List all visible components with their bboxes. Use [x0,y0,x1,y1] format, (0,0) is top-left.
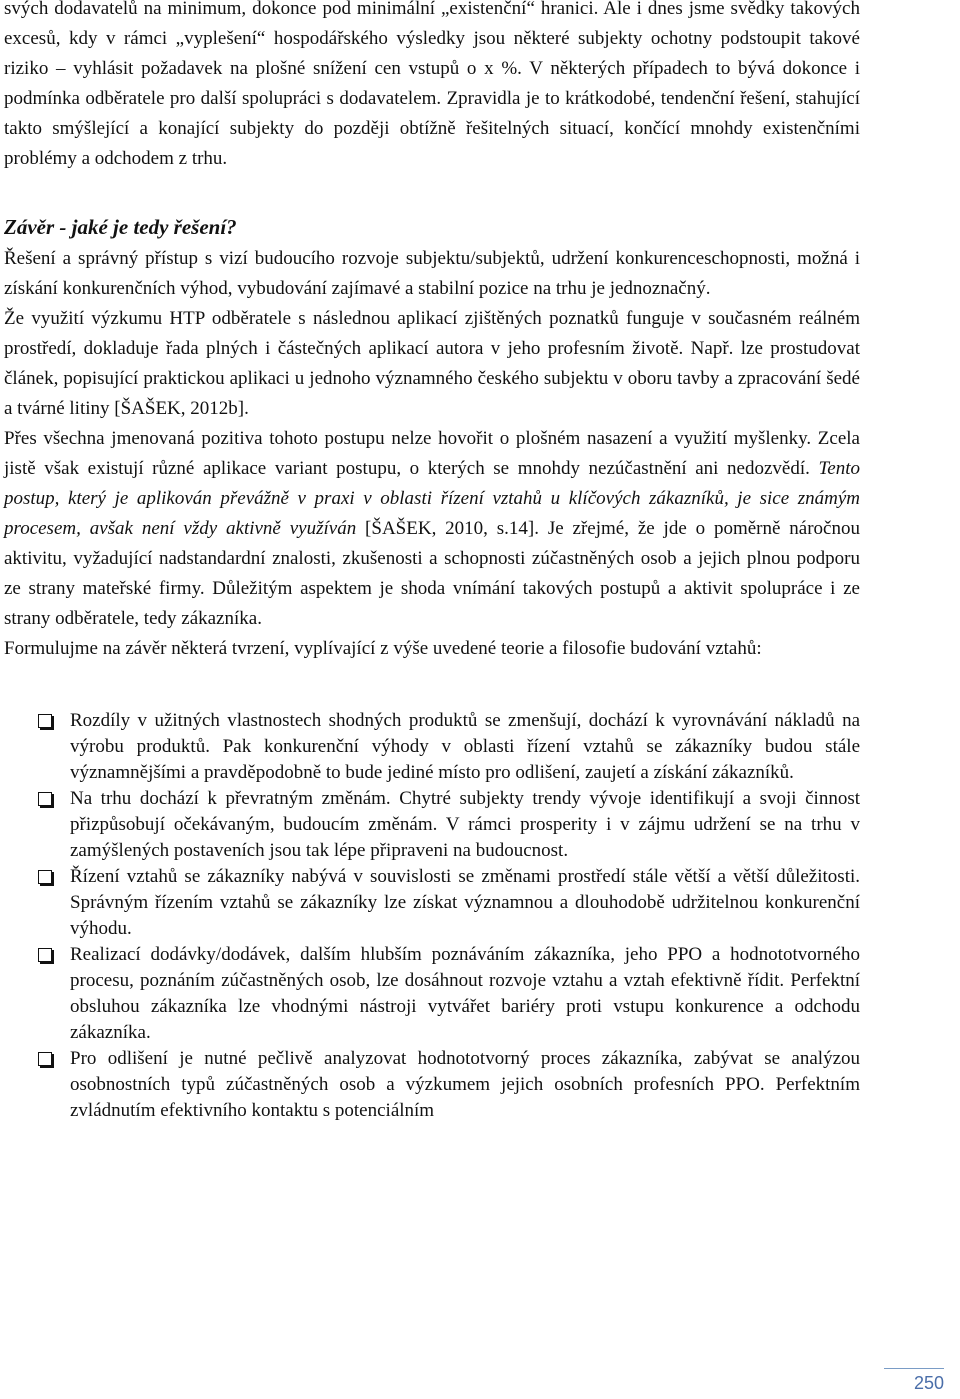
paragraph-positives [4,424,860,634]
list-item [4,708,860,786]
list-item-text: Rozdíly v užitných vlastnostech shodných produktů se zmenšují, dochází k vyrovnávání nákladů na výrobu produktů. Pak konkurenční výhody v oblasti řízení vztahů se zákazníky budou stále významnějšími a pravděpodobně to bude jediné místo pro odlišení, zaujetí a získání zákazníků. [70,710,860,783]
checkbox-bullet-icon [38,948,52,962]
checkbox-bullet-icon [38,714,52,728]
list-item-text: Řízení vztahů se zákazníky nabývá v souvislosti se změnami prostředí stále větší a větší důležitosti. Správným řízením vztahů se zákazníky lze získat významnou a dlouhodobě udržitelnou konkurenční výhodu. [70,866,860,939]
checkbox-bullet-icon [38,1052,52,1066]
paragraph-positives-tail: [ŠAŠEK, 2010, s.14]. Je zřejmé, že jde o poměrně náročnou aktivitu, vyžadující nadstandardní znalosti, zkušenosti a schopnosti zúčastněných osob a jejich plnou podporu ze strany mateřské firmy. Důležitým aspektem je shoda vnímání takových postupů a aktivit spolupráce i ze strany odběratele, tedy zákazníka. [4,518,860,629]
intro-paragraph: svých dodavatelů na minimum, dokonce pod minimální „existenční“ hranici. Ale i dnes jsme svědky takových excesů, kdy v rámci „vyplešení“ hospodářského výsledky jsou některé subjekty ochotny podstoupit takové riziko – vyhlásit požadavek na plošné snížení cen vstupů o x %. V některých případech to bývá dokonce i podmínka odběratele pro další spolupráci s dodavatelem. Zpravidla je to krátkodobé, tendenční řešení, stahující takto smýšlející a konající subjekty do později obtížně řešitelných situací, končící mnohdy existenčními problémy a odchodem z trhu. [4,0,860,169]
document-page [4,0,860,1124]
page-number: 250 [913,1373,944,1393]
page-footer [884,1368,944,1395]
paragraph-htp-research: Že využití výzkumu HTP odběratele s následnou aplikací zjištěných poznatků funguje v současném reálném prostředí, dokladuje řada plných i částečných aplikací autora v jeho profesním životě. Např. lze prostudovat článek, popisující praktickou aplikaci u jednoho významného českého subjektu v oboru tavby a zpracování šedé a tvárné litiny [ŠAŠEK, 2012b]. [4,308,860,419]
list-item-text: Realizací dodávky/dodávek, dalším hlubším poznáváním zákazníka, jeho PPO a hodnototvorného procesu, poznáním zúčastněných osob, lze dosáhnout rozvoje vztahu a vztah efektivně řídit. Perfektní obsluhou zákazníka lze vhodnými nástroji vytvářet bariéry proti vstupu konkurence a odchodu zákazníka. [70,944,860,1043]
list-item [4,864,860,942]
checkbox-bullet-icon [38,792,52,806]
list-item-text: Na trhu dochází k převratným změnám. Chytré subjekty trendy vývoje identifikují a svoji činnost přizpůsobují očekávaným, budoucím změnám. V rámci prosperity i v zájmu udržení se na trhu v zamýšlených postaveních jsou tak lépe připraveni na budoucnost. [70,788,860,861]
list-item [4,1046,860,1124]
list-item [4,942,860,1046]
conclusion-list [4,708,860,1124]
footer-rule [884,1368,944,1369]
paragraph-positives-text: Přes všechna jmenovaná pozitiva tohoto postupu nelze hovořit o plošném nasazení a využití myšlenky. Zcela jistě však existují různé aplikace variant postupu, o kterých se mnohdy nezúčastnění ani nedozvědí. [4,428,860,479]
list-item-text: Pro odlišení je nutné pečlivě analyzovat hodnototvorný proces zákazníka, zabývat se analýzou osobnostních typů zúčastněných osob a výzkumem jejich osobních profesních PPO. Perfektním zvládnutím efektivního kontaktu s potenciálním [70,1048,860,1121]
section-heading: Závěr - jaké je tedy řešení? [4,215,237,239]
paragraph-solution: Řešení a správný přístup s vizí budoucího rozvoje subjektu/subjektů, udržení konkurenceschopnosti, možná i získání konkurenčních výhod, vybudování zajímavé a stabilní pozice na trhu je jednoznačný. [4,248,860,299]
checkbox-bullet-icon [38,870,52,884]
italic-quote: Tento postup, který je aplikován převážně v praxi v oblasti řízení vztahů u klíčových zákazníků, je sice známým procesem, avšak není vždy aktivně využíván [4,458,860,539]
list-item [4,786,860,864]
closing-paragraph: Formulujme na závěr některá tvrzení, vyplívající z výše uvedené teorie a filosofie budování vztahů: [4,638,762,659]
